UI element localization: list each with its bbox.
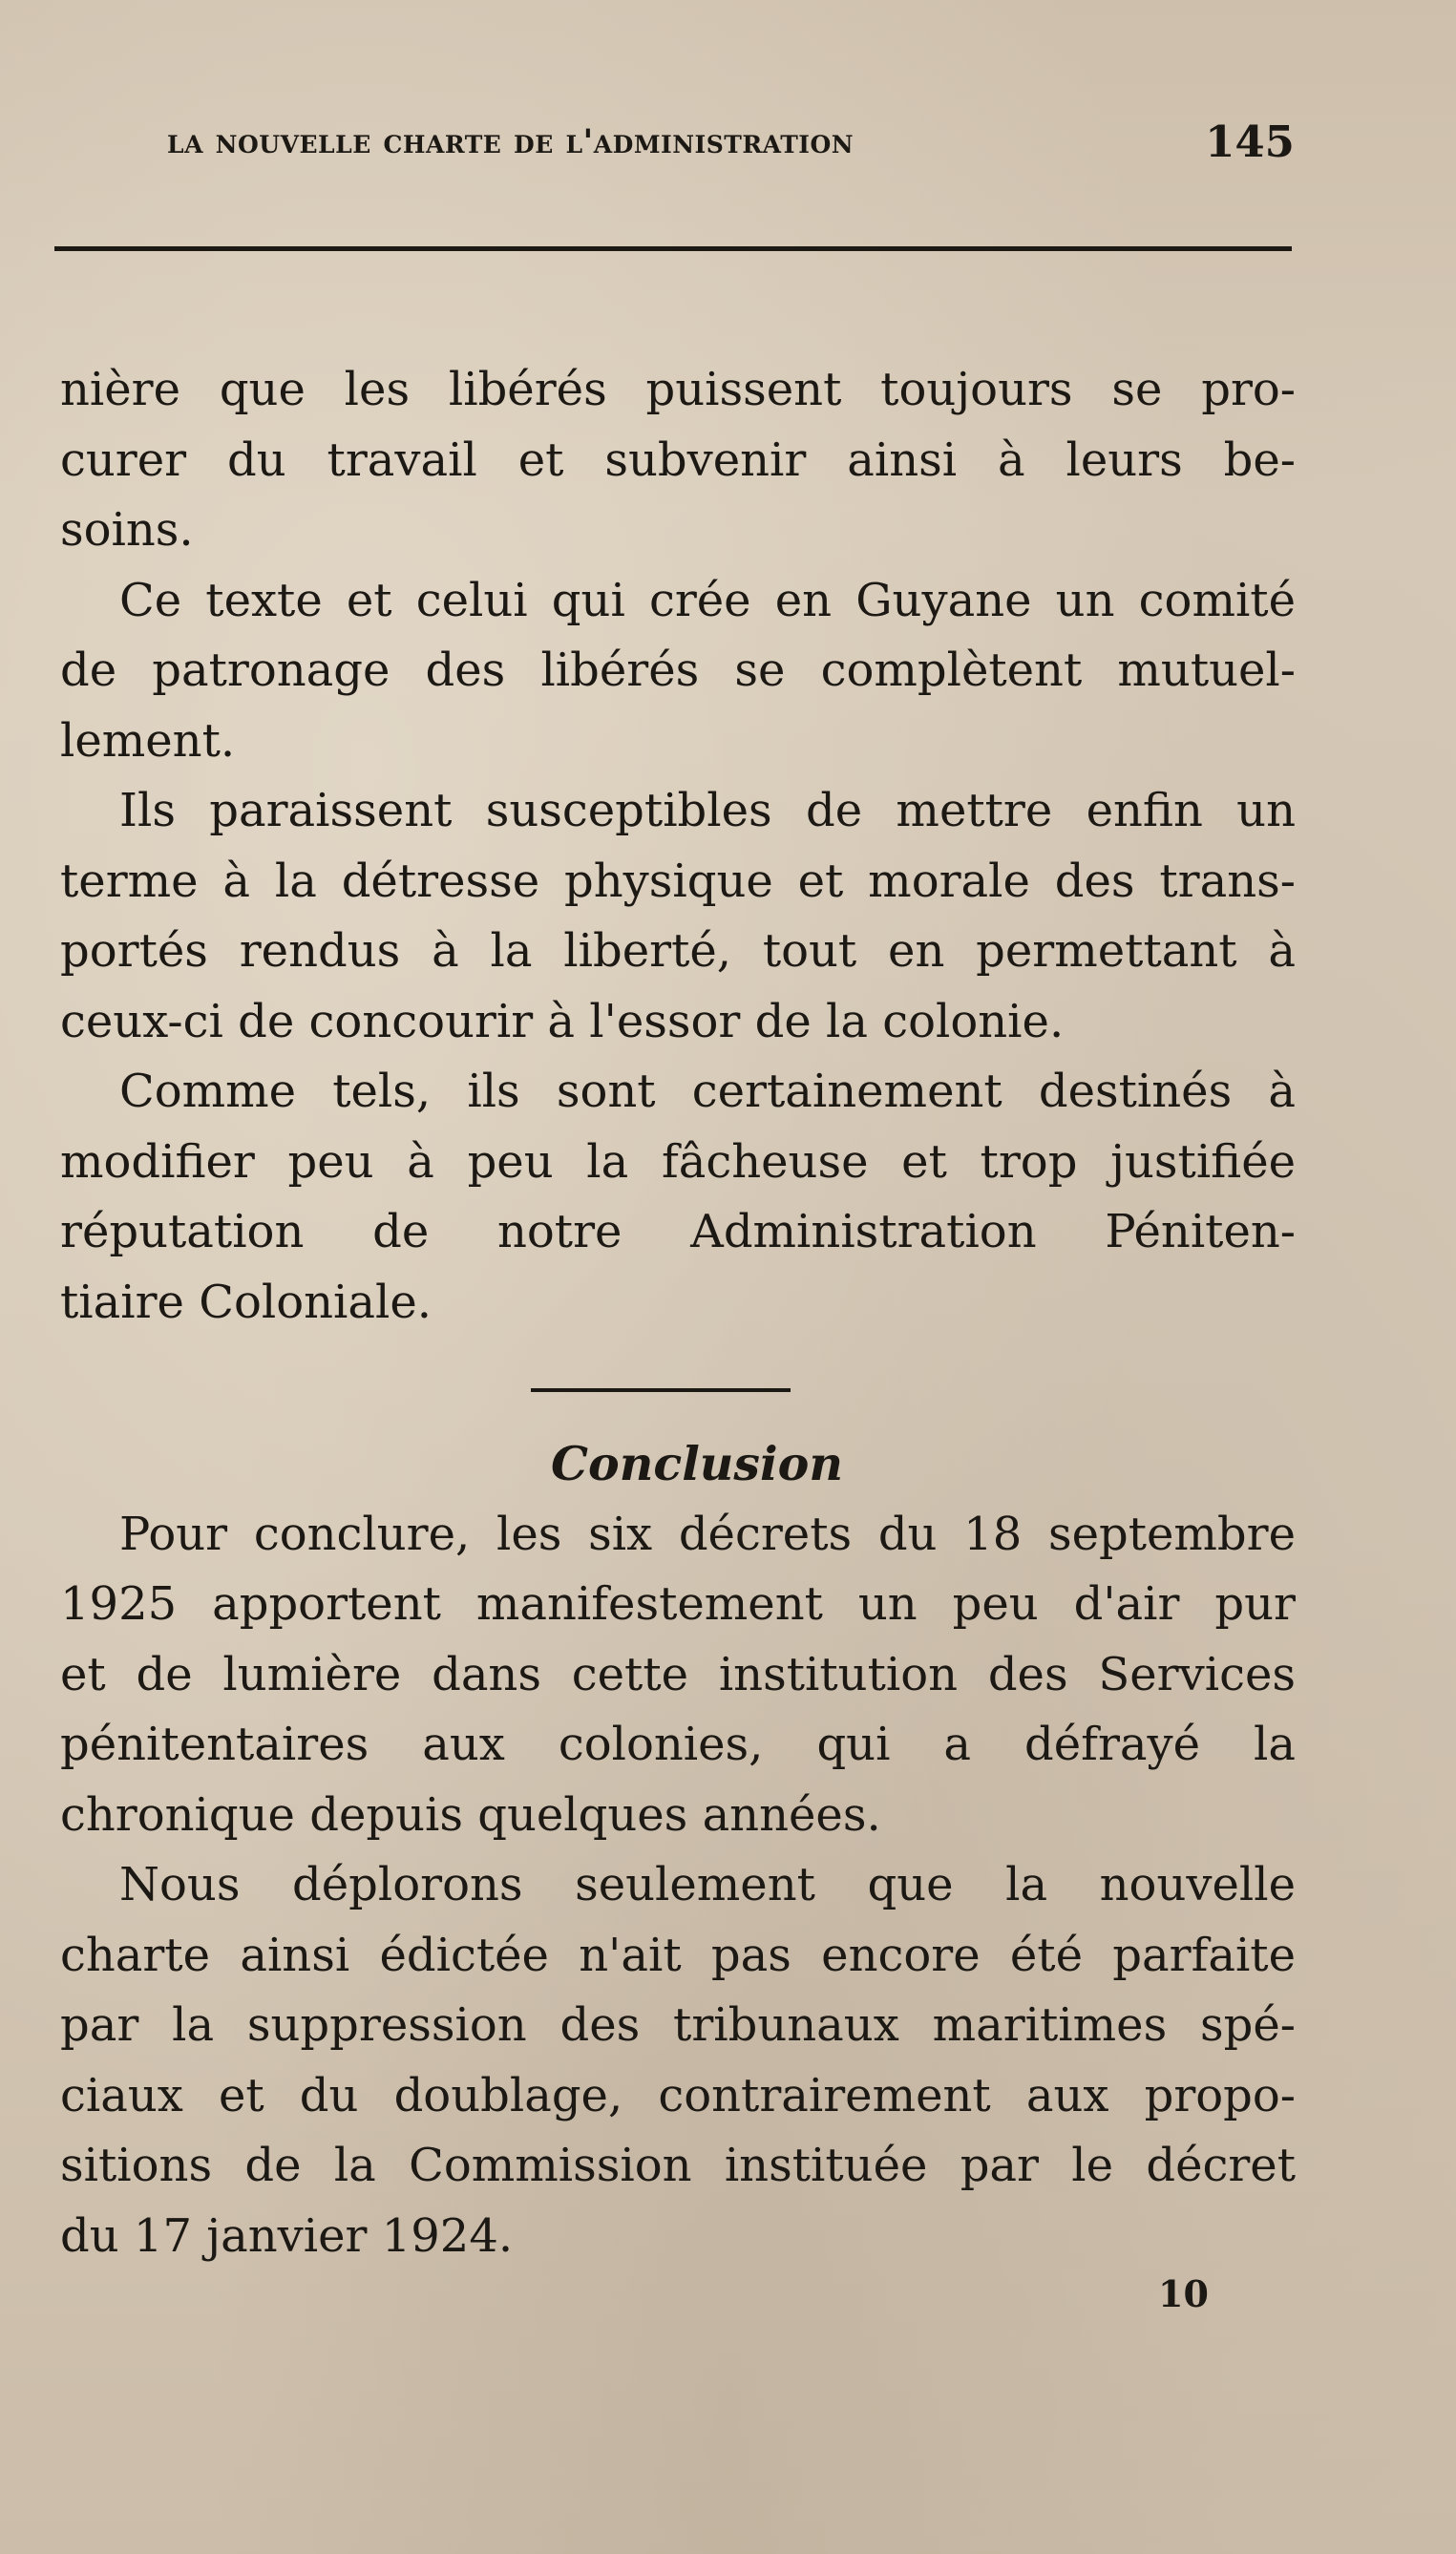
signature-mark: 10: [1158, 2272, 1209, 2315]
text-line: pénitentaires aux colonies, qui a défrayé la: [60, 1718, 1296, 1771]
text-line: terme à la détresse physique et morale des trans-: [60, 854, 1296, 908]
section-gap: [60, 1338, 1296, 1388]
header-rule: [54, 246, 1292, 251]
paragraph: [60, 355, 1296, 566]
text-line: par la suppression des tribunaux maritimes spé-: [60, 1998, 1296, 2052]
page-number: 145: [1205, 116, 1295, 167]
text-line: soins.: [60, 503, 194, 557]
text-line: Ils paraissent susceptibles de mettre enfin un: [119, 784, 1296, 837]
paragraph: [60, 566, 1296, 777]
text-line: curer du travail et subvenir ainsi à leurs be-: [60, 433, 1296, 487]
text-line: Pour conclure, les six décrets du 18 septembre: [119, 1507, 1296, 1561]
section-heading: Conclusion: [551, 1436, 843, 1491]
text-line: charte ainsi édictée n'ait pas encore été parfaite: [60, 1928, 1296, 1982]
running-title: la nouvelle charte de l'administration: [167, 122, 855, 161]
text-line: réputation de notre Administration Péniten-: [60, 1205, 1296, 1258]
text-line: Nous déplorons seulement que la nouvelle: [119, 1858, 1296, 1911]
text-line: ceux-ci de concourir à l'essor de la colonie.: [60, 994, 1065, 1048]
paragraph: [60, 1057, 1296, 1338]
text-line: lement.: [60, 713, 236, 768]
text-line: sitions de la Commission instituée par le décret: [60, 2139, 1296, 2192]
paragraph: [60, 1850, 1296, 2271]
text-line: ciaux et du doublage, contrairement aux propo-: [60, 2068, 1296, 2122]
text-line: du 17 janvier 1924.: [60, 2208, 514, 2263]
text-line: portés rendus à la liberté, tout en permettant à: [60, 924, 1296, 978]
running-head: [167, 116, 1295, 179]
text-line: et de lumière dans cette institution des Services: [60, 1647, 1296, 1701]
text-line: modifier peu à peu la fâcheuse et trop justifiée: [60, 1134, 1296, 1189]
paragraph: [60, 776, 1296, 1057]
text-line: Ce texte et celui qui crée en Guyane un comité: [119, 573, 1296, 627]
body-text: [60, 355, 1296, 2271]
text-line: nière que les libérés puissent toujours se pro-: [60, 363, 1296, 416]
text-line: Comme tels, ils sont certainement destinés à: [119, 1065, 1296, 1118]
text-line: chronique depuis quelques années.: [60, 1787, 881, 1842]
text-line: tiaire Coloniale.: [60, 1275, 432, 1329]
section-rule: [531, 1388, 791, 1392]
text-line: 1925 apportent manifestement un peu d'air pur: [60, 1577, 1296, 1631]
text-line: de patronage des libérés se complètent mutuel-: [60, 644, 1296, 697]
paragraph: [60, 1500, 1296, 1851]
